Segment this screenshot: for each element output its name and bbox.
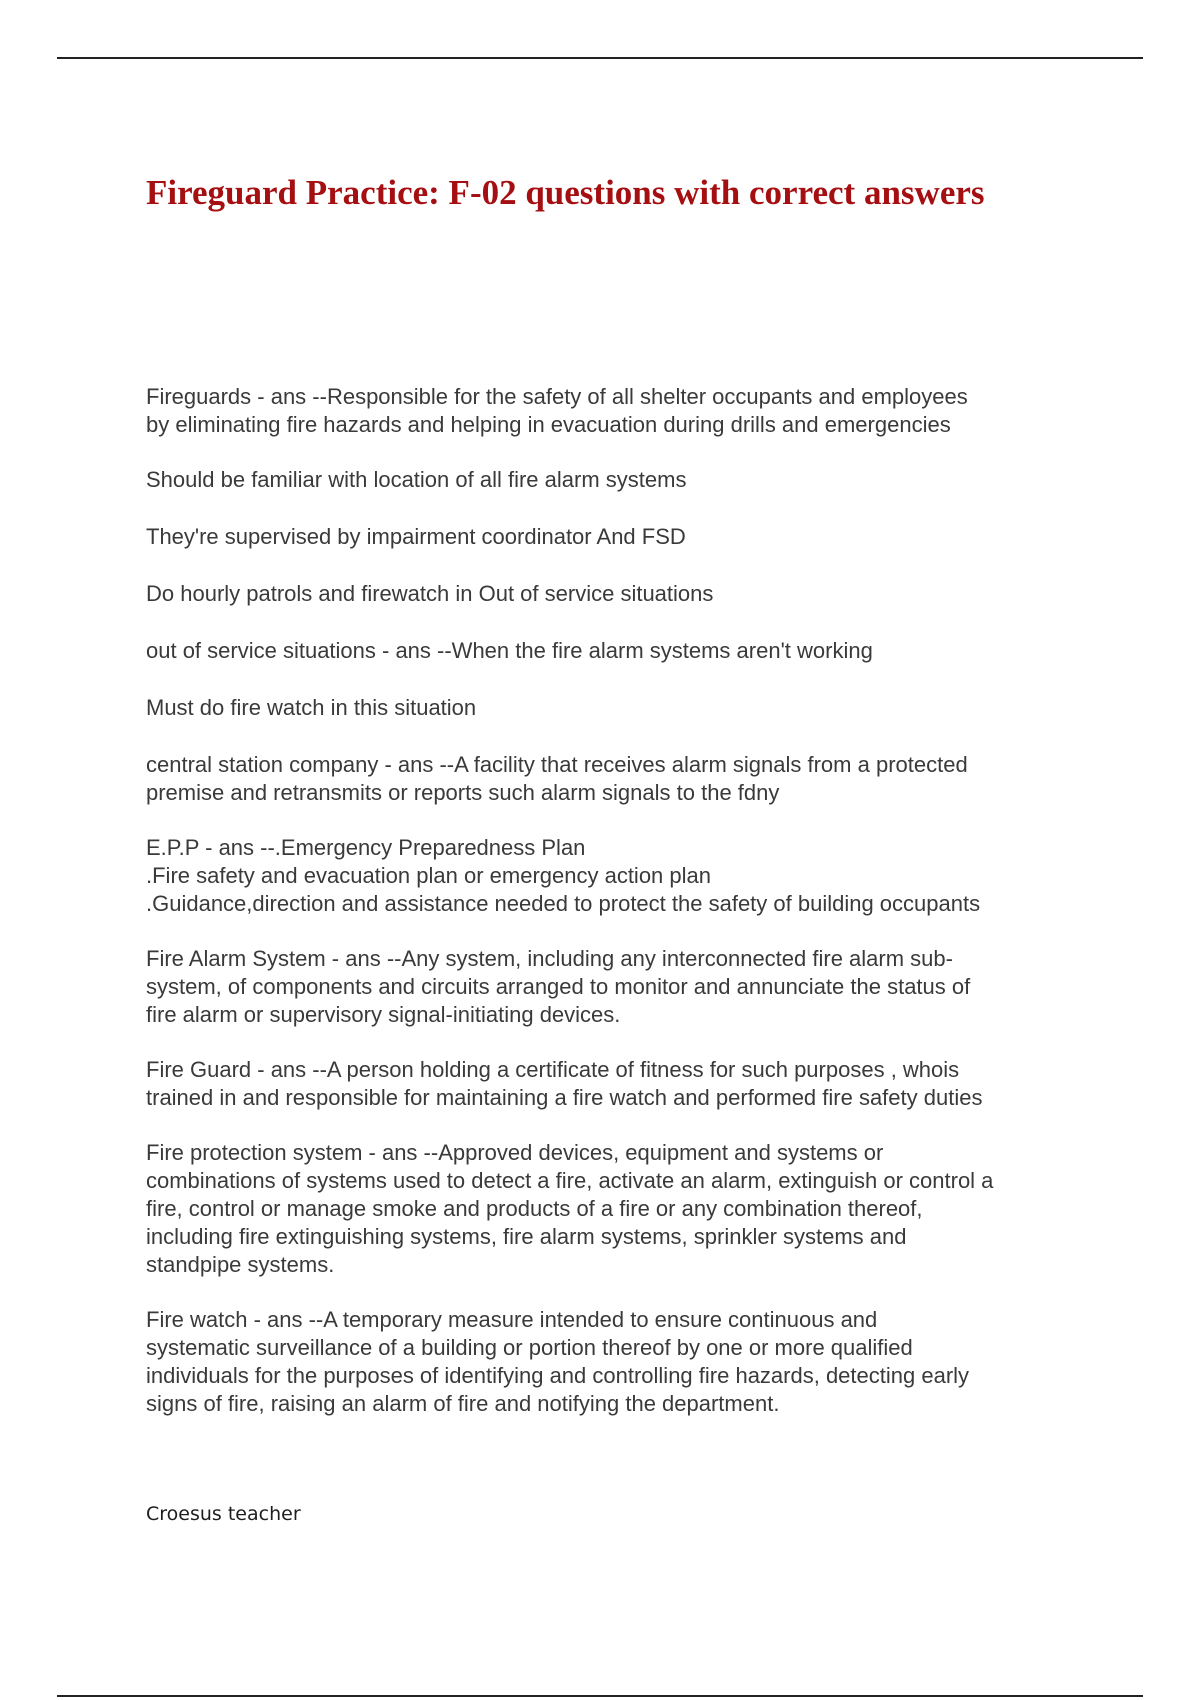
paragraph-epp [146, 834, 1086, 918]
text-line: system, of components and circuits arranged to monitor and annunciate the status of [146, 974, 971, 999]
text-line: .Fire safety and evacuation plan or emergency action plan [146, 863, 711, 888]
paragraph-supervised-by [146, 523, 1086, 551]
paragraph-familiar-alarm-systems [146, 466, 1086, 494]
paragraph-fire-alarm-system [146, 945, 1086, 1029]
paragraph-fire-guard [146, 1056, 1086, 1112]
text-line: Must do fire watch in this situation [146, 695, 477, 720]
text-line: signs of fire, raising an alarm of fire and notifying the department. [146, 1391, 780, 1416]
paragraph-hourly-patrols [146, 580, 1086, 608]
text-line: combinations of systems used to detect a fire, activate an alarm, extinguish or control a [146, 1168, 994, 1193]
paragraph-fire-watch [146, 1306, 1086, 1418]
text-line: fire, control or manage smoke and products of a fire or any combination thereof, [146, 1196, 923, 1221]
text-line: Fireguards - ans --Responsible for the safety of all shelter occupants and employees [146, 384, 968, 409]
text-line: including fire extinguishing systems, fire alarm systems, sprinkler systems and [146, 1224, 907, 1249]
paragraph-out-of-service [146, 637, 1086, 665]
text-line: E.P.P - ans --.Emergency Preparedness Plan [146, 835, 586, 860]
top-rule [57, 57, 1143, 59]
text-line: Fire Alarm System - ans --Any system, including any interconnected fire alarm sub- [146, 946, 953, 971]
document-body [146, 383, 1086, 1445]
text-line: systematic surveillance of a building or portion thereof by one or more qualified [146, 1335, 913, 1360]
paragraph-fireguards [146, 383, 1086, 439]
text-line: Should be familiar with location of all fire alarm systems [146, 467, 687, 492]
footer-author: Croesus teacher [146, 1503, 301, 1525]
text-line: Fire protection system - ans --Approved devices, equipment and systems or [146, 1140, 884, 1165]
bottom-rule [57, 1695, 1143, 1697]
text-line: premise and retransmits or reports such alarm signals to the fdny [146, 780, 780, 805]
paragraph-central-station-company [146, 751, 1086, 807]
text-line: Fire Guard - ans --A person holding a certificate of fitness for such purposes , whois [146, 1057, 960, 1082]
text-line: out of service situations - ans --When the fire alarm systems aren't working [146, 638, 873, 663]
text-line: trained in and responsible for maintaining a fire watch and performed fire safety duties [146, 1085, 983, 1110]
paragraph-fire-protection-system [146, 1139, 1086, 1279]
document-title: Fireguard Practice: F-02 questions with correct answers [146, 173, 985, 212]
text-line: by eliminating fire hazards and helping in evacuation during drills and emergencies [146, 412, 951, 437]
text-line: individuals for the purposes of identifying and controlling fire hazards, detecting early [146, 1363, 970, 1388]
paragraph-fire-watch-situation [146, 694, 1086, 722]
text-line: standpipe systems. [146, 1252, 335, 1277]
text-line: Fire watch - ans --A temporary measure intended to ensure continuous and [146, 1307, 878, 1332]
text-line: They're supervised by impairment coordinator And FSD [146, 524, 686, 549]
text-line: fire alarm or supervisory signal-initiating devices. [146, 1002, 621, 1027]
text-line: central station company - ans --A facility that receives alarm signals from a protected [146, 752, 968, 777]
text-line: .Guidance,direction and assistance needed to protect the safety of building occupants [146, 891, 981, 916]
text-line: Do hourly patrols and firewatch in Out of service situations [146, 581, 714, 606]
